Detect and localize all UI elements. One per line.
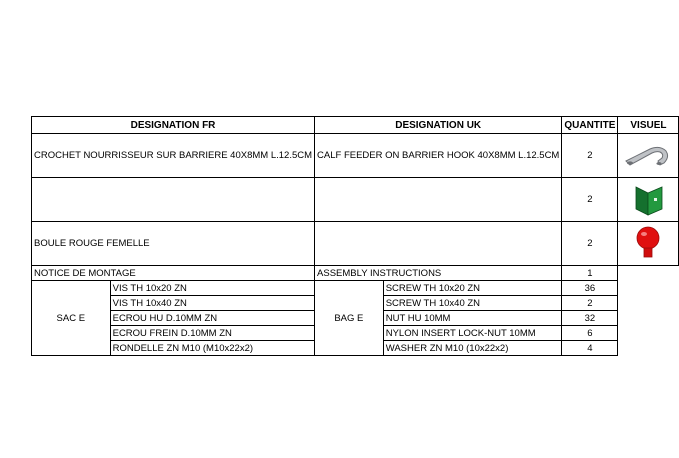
item-uk: [315, 222, 562, 266]
bag-item-uk: SCREW TH 10x20 ZN: [383, 281, 562, 296]
red-ball-icon: [633, 225, 663, 263]
item-fr: BOULE ROUGE FEMELLE: [32, 222, 315, 266]
bag-item-qty: 4: [562, 341, 618, 356]
bag-item-fr: VIS TH 10x40 ZN: [110, 296, 314, 311]
header-visuel: VISUEL: [618, 117, 679, 134]
bag-label-uk: BAG E: [315, 281, 384, 356]
item-fr: [32, 178, 315, 222]
header-designation-fr: DESIGNATION FR: [32, 117, 315, 134]
bag-item-uk: NUT HU 10MM: [383, 311, 562, 326]
item-uk: [315, 178, 562, 222]
parts-table: [31, 116, 679, 356]
bag-item-fr: ECROU FREIN D.10MM ZN: [110, 326, 314, 341]
item-uk: ASSEMBLY INSTRUCTIONS: [315, 266, 562, 281]
bag-item-qty: 2: [562, 296, 618, 311]
item-qty: 2: [562, 178, 618, 222]
bag-item-uk: WASHER ZN M10 (10x22x2): [383, 341, 562, 356]
bag-item-qty: 36: [562, 281, 618, 296]
green-bracket-icon: [628, 181, 668, 219]
item-visual: [618, 222, 679, 266]
hook-icon: [620, 139, 676, 173]
table-row: [32, 134, 679, 178]
item-visual: [618, 178, 679, 222]
item-fr: CROCHET NOURRISSEUR SUR BARRIERE 40X8MM L.12.5CM: [32, 134, 315, 178]
bag-item-uk: NYLON INSERT LOCK-NUT 10MM: [383, 326, 562, 341]
item-qty: 1: [562, 266, 618, 281]
table-row: [32, 281, 679, 296]
item-qty: 2: [562, 134, 618, 178]
bag-item-fr: ECROU HU D.10MM ZN: [110, 311, 314, 326]
bag-item-fr: RONDELLE ZN M10 (M10x22x2): [110, 341, 314, 356]
item-uk: CALF FEEDER ON BARRIER HOOK 40X8MM L.12.5CM: [315, 134, 562, 178]
bag-item-fr: VIS TH 10x20 ZN: [110, 281, 314, 296]
bag-label-fr: SAC E: [32, 281, 111, 356]
bag-item-qty: 6: [562, 326, 618, 341]
bag-item-uk: SCREW TH 10x40 ZN: [383, 296, 562, 311]
item-fr: NOTICE DE MONTAGE: [32, 266, 315, 281]
table-row: [32, 266, 679, 281]
table-row: [32, 178, 679, 222]
item-visual: [618, 134, 679, 178]
header-quantite: QUANTITE: [562, 117, 618, 134]
bag-item-qty: 32: [562, 311, 618, 326]
header-designation-uk: DESIGNATION UK: [315, 117, 562, 134]
table-row: [32, 222, 679, 266]
item-qty: 2: [562, 222, 618, 266]
